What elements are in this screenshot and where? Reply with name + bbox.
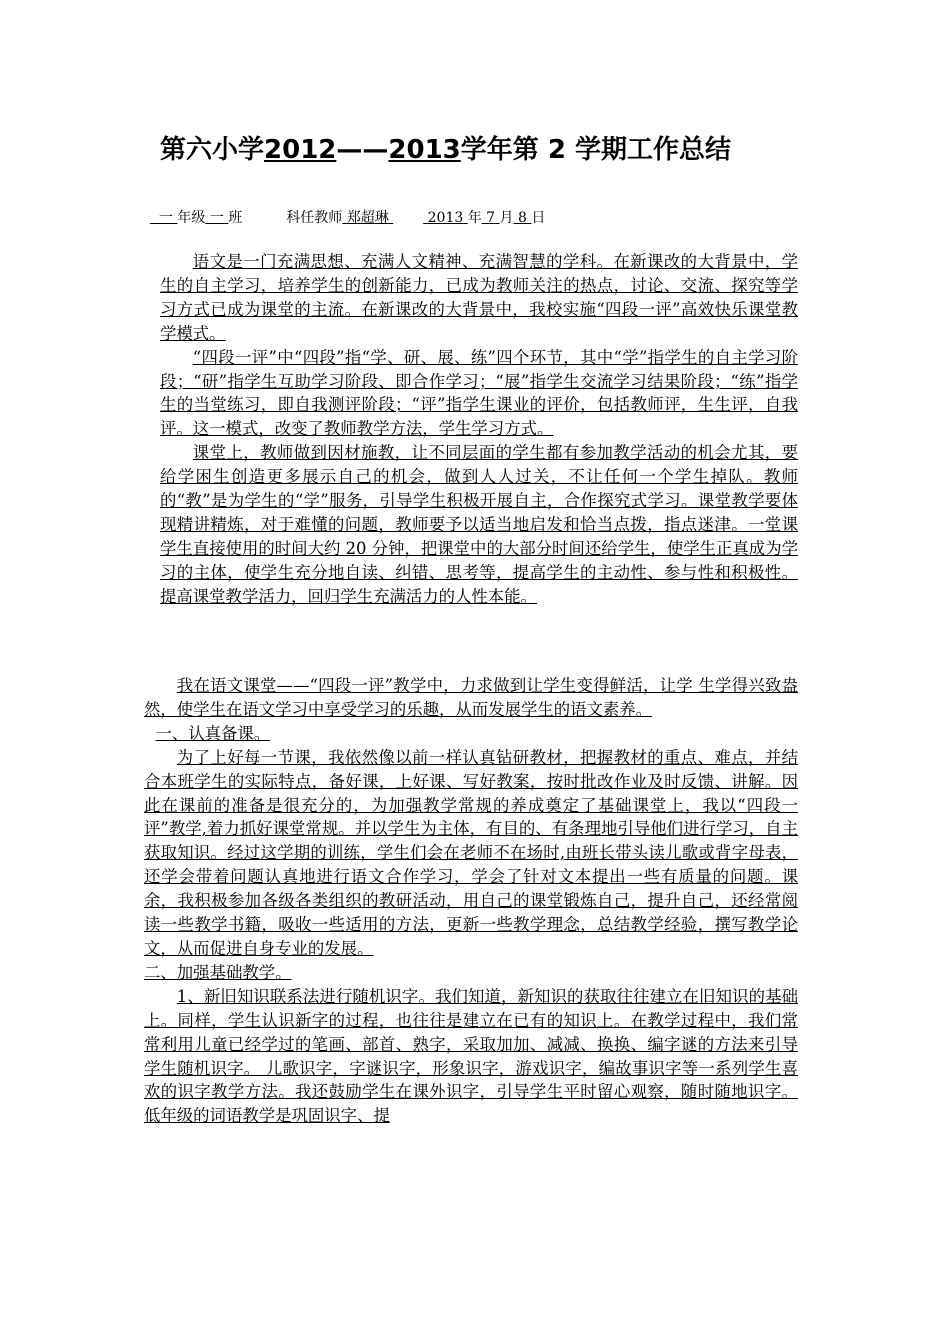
date-year: 2013 [427,210,464,226]
month-label: 月 [499,210,514,226]
lead-paragraph: 我在语文课堂——“四段一评”教学中，力求做到让学生变得鲜活，让学 生学得兴致盎然，使学生在语文学习中享受学习的乐趣，从而发展学生的语文素养。 [144,676,798,719]
grade-label: 年级 [177,210,206,226]
title-rest: 学年第 2 学期工作总结 [460,135,731,165]
document-meta-line [150,208,545,228]
body-paragraph: 1、新旧知识联系法进行随机识字。我们知道，新知识的获取往往建立在旧知识的基础上。同样，学生认识新字的过程，也往往是建立在已有的知识上。在教学过程中，我们常常利用儿童已经学过的笔画、部首、熟字，采取加加、减减、换换、编字谜的方法来引导学生随机识字。 儿歌识字，字谜识字，形象识字，游戏识字，编故事识字等一系列学生喜欢的识字教学方法。我还鼓励学生在课外识字，引导学生平时留心观察，随时随地识字。低年级的词语教学是巩固识字、提 [144,986,798,1126]
date-month: 7 [486,210,496,226]
page-title [160,133,731,167]
intro-paragraph: 语文是一门充满思想、充满人文精神、充满智慧的学科。在新课改的大背景中，学生的自主学习，培养学生的创新能力，已成为教师关注的热点，讨论、交流、探究等学习方式已成为课堂的主流。在新课改的大背景中，我校实施“四段一评”高效快乐课堂教学模式。 [160,252,798,343]
class-label: 班 [228,210,243,226]
title-year-end: 2013 [388,135,461,165]
title-dash: —— [336,135,389,165]
intro-section [160,250,798,609]
teacher-name: 郑超琳 [346,210,389,226]
teacher-label: 科任教师 [286,210,343,226]
section-heading-1: 一、认真备课。 [155,723,271,743]
intro-paragraph: “四段一评”中“四段”指“学、研、展、练”四个环节，其中“学”指学生的自主学习阶段；“研”指学生互助学习阶段、即合作学习；“展”指学生交流学习结果阶段；“练”指学生的当堂练习，即自我测评阶段；“评”指学生课业的评价，包括教师评，生生评，自我评。这一模式，改变了教师教学方法，学生学习方式。 [160,347,798,439]
grade-value: 一 [158,210,173,226]
class-value: 一 [209,210,224,226]
year-label: 年 [467,210,482,226]
main-section [144,674,798,1128]
day-label: 日 [531,210,546,226]
date-day: 8 [518,210,527,226]
title-year-start: 2012 [264,135,337,165]
section-heading-2: 二、加强基础教学。 [144,962,292,982]
title-school: 第六小学 [160,135,265,165]
intro-paragraph: 课堂上，教师做到因材施教，让不同层面的学生都有参加教学活动的机会尤其，要给学困生创造更多展示自己的机会，做到人人过关，不让任何一个学生掉队。教师的“教”是为学生的“学”服务，引导学生积极开展自主，合作探究式学习。课堂教学要体现精讲精炼，对于难懂的问题，教师要予以适当地启发和恰当点拨，指点迷津。一堂课学生直接使用的时间大约 20 分钟，把课堂中的大部分时间还给学生，使学生正真成为学习的主体，使学生充分地自读、纠错、思考等，提高学生的主动性、参与性和积极性。提高课堂教学活力，回归学生充满活力的人性本能。 [160,443,798,606]
body-paragraph: 为了上好每一节课，我依然像以前一样认真钻研教材，把握教材的重点、难点，并结合本班学生的实际特点，备好课，上好课、写好教案，按时批改作业及时反馈、讲解。因此在课前的准备是很充分的，为加强教学常规的养成奠定了基础课堂上，我以“四段一评”教学,着力抓好课堂常规。并以学生为主体，有目的、有条理地引导他们进行学习，自主获取知识。经过这学期的训练，学生们会在老师不在场时,由班长带头读儿歌或背字母表，还学会带着问题认真地进行语文合作学习，学会了针对文本提出一些有质量的问题。课余，我积极参加各级各类组织的教研活动，用自己的课堂锻炼自己，提升自己，还经常阅读一些教学书籍，吸收一些适用的方法，更新一些教学理念，总结教学经验，撰写教学论文，从而促进自身专业的发展。 [144,747,798,958]
